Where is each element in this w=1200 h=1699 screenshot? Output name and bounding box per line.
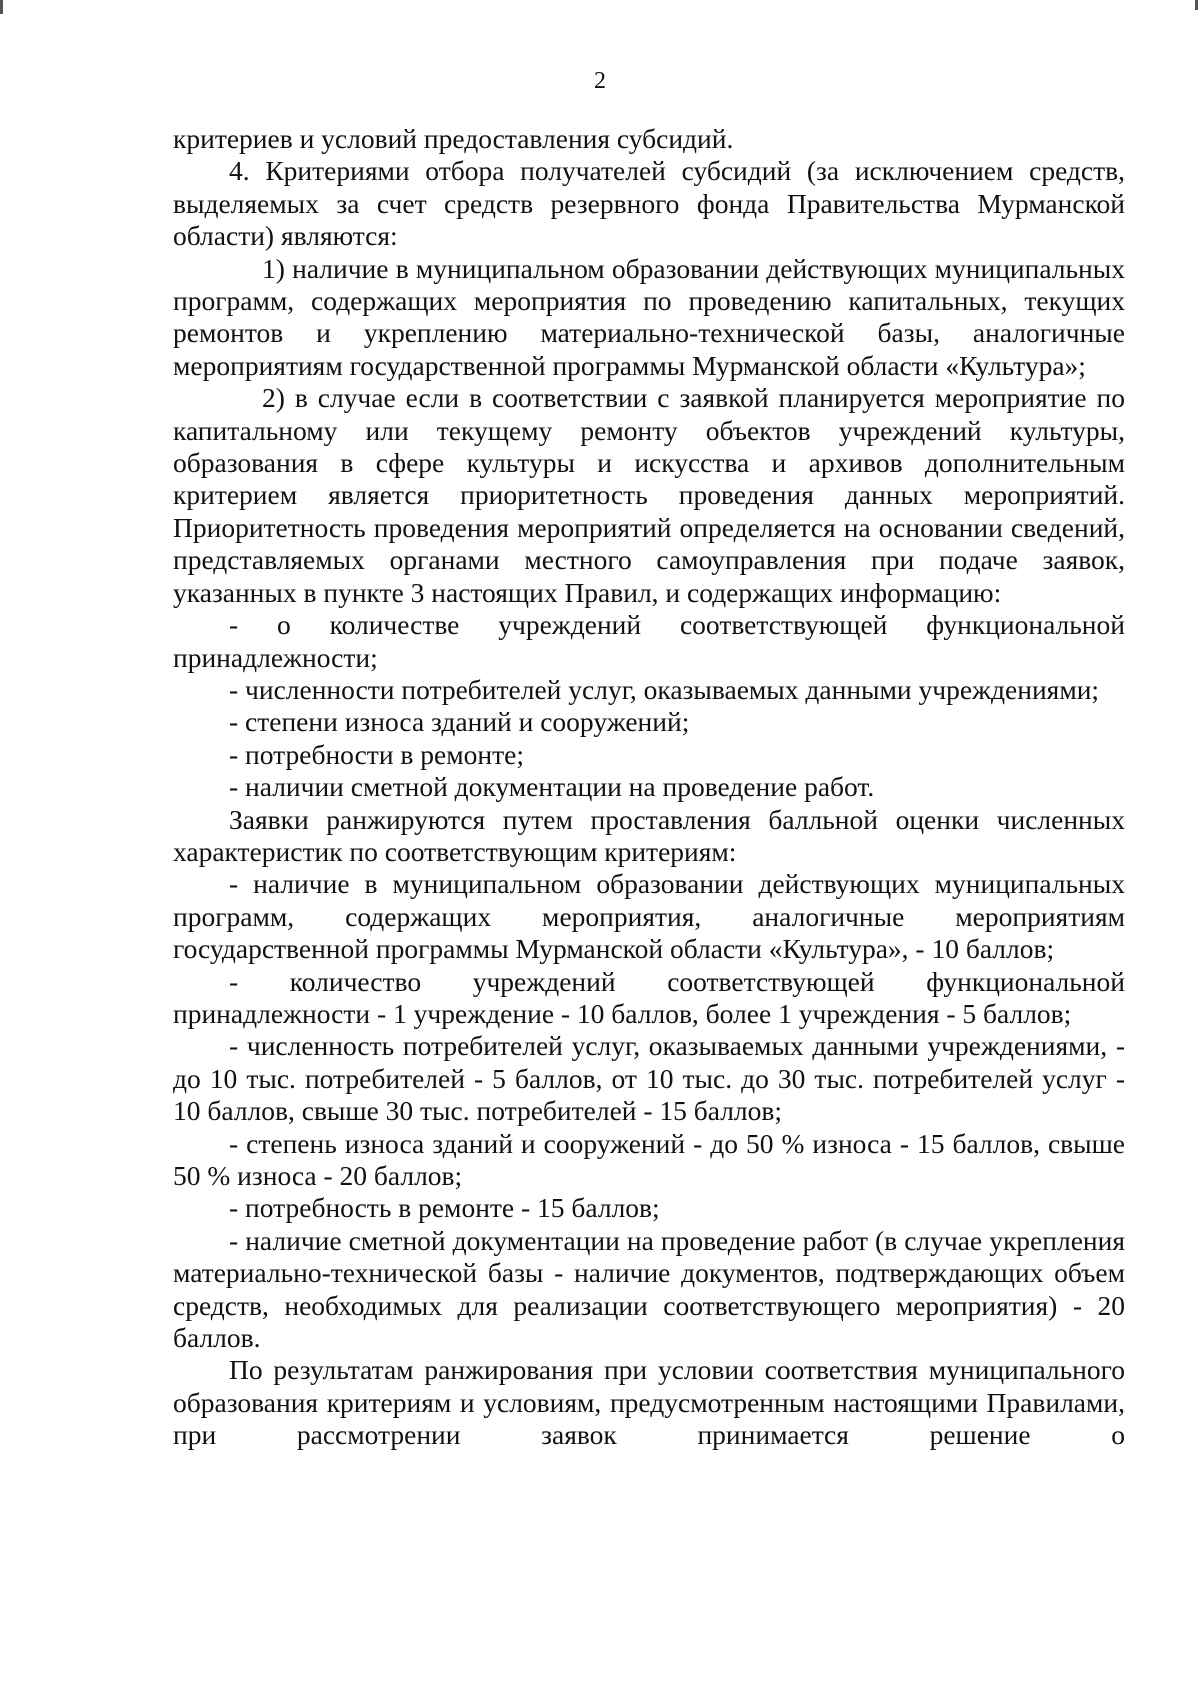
list-item: - о количестве учреждений соответствующей функциональной принадлежности; [173, 609, 1125, 673]
list-item: - потребности в ремонте; [229, 738, 524, 770]
list-item: - численности потребителей услуг, оказываемых данными учреждениями; [229, 673, 1100, 705]
paragraph: Заявки ранжируются путем проставления балльной оценки численных характеристик по соответствующим критериям: [173, 803, 1125, 867]
paragraph: 2) в случае если в соответствии с заявкой планируется мероприятие по капитальному или текущему ремонту объектов учреждений культуры, образования в сфере культуры и искусства и архивов дополнительным критерием является приоритетность проведения данных мероприятий. Приоритетность проведения мероприятий определяется на основании сведений, представляемых органами местного самоуправления при подаче заявок, указанных в пункте 3 настоящих Правил, и содержащих информацию: [173, 382, 1125, 608]
list-item: - наличие в муниципальном образовании действующих муниципальных программ, содержащих мероприятия, аналогичные мероприятиям государственной программы Мурманской области «Культура», - 10 баллов; [173, 868, 1125, 965]
document-body [173, 123, 1125, 1452]
list-item: - степени износа зданий и сооружений; [229, 706, 690, 738]
paragraph: критериев и условий предоставления субсидий. [173, 123, 734, 154]
list-item: - численность потребителей услуг, оказываемых данными учреждениями, - до 10 тыс. потребителей - 5 баллов, от 10 тыс. до 30 тыс. потребителей услуг - 10 баллов, свыше 30 тыс. потребителей - 15 баллов; [173, 1030, 1125, 1127]
paragraph: 4. Критериями отбора получателей субсидий (за исключением средств, выделяемых за счет средств резервного фонда Правительства Мурманской области) являются: [173, 155, 1125, 252]
list-item: - количество учреждений соответствующей функциональной принадлежности - 1 учреждение - 10 баллов, более 1 учреждения - 5 баллов; [173, 965, 1125, 1029]
scan-artifact [0, 0, 3, 14]
list-item: - потребность в ремонте - 15 баллов; [229, 1192, 660, 1224]
list-item: - наличии сметной документации на проведение работ. [229, 771, 875, 803]
paragraph: По результатам ранжирования при условии соответствия муниципального образования критериям и условиям, предусмотренным настоящими Правилами, при рассмотрении заявок принимается решение о [173, 1354, 1125, 1451]
paragraph: 1) наличие в муниципальном образовании действующих муниципальных программ, содержащих мероприятия по проведению капитальных, текущих ремонтов и укреплению материально-технической базы, аналогичные мероприятиям государственной программы Мурманской области «Культура»; [173, 252, 1125, 381]
list-item: - наличие сметной документации на проведение работ (в случае укрепления материально-технической базы - наличие документов, подтверждающих объем средств, необходимых для реализации соответствующего мероприятия) - 20 баллов. [173, 1224, 1125, 1354]
list-item: - степень износа зданий и сооружений - до 50 % износа - 15 баллов, свыше 50 % износа - 20 баллов; [173, 1127, 1125, 1191]
scan-artifact [1195, 0, 1198, 10]
page-number: 2 [594, 68, 606, 94]
